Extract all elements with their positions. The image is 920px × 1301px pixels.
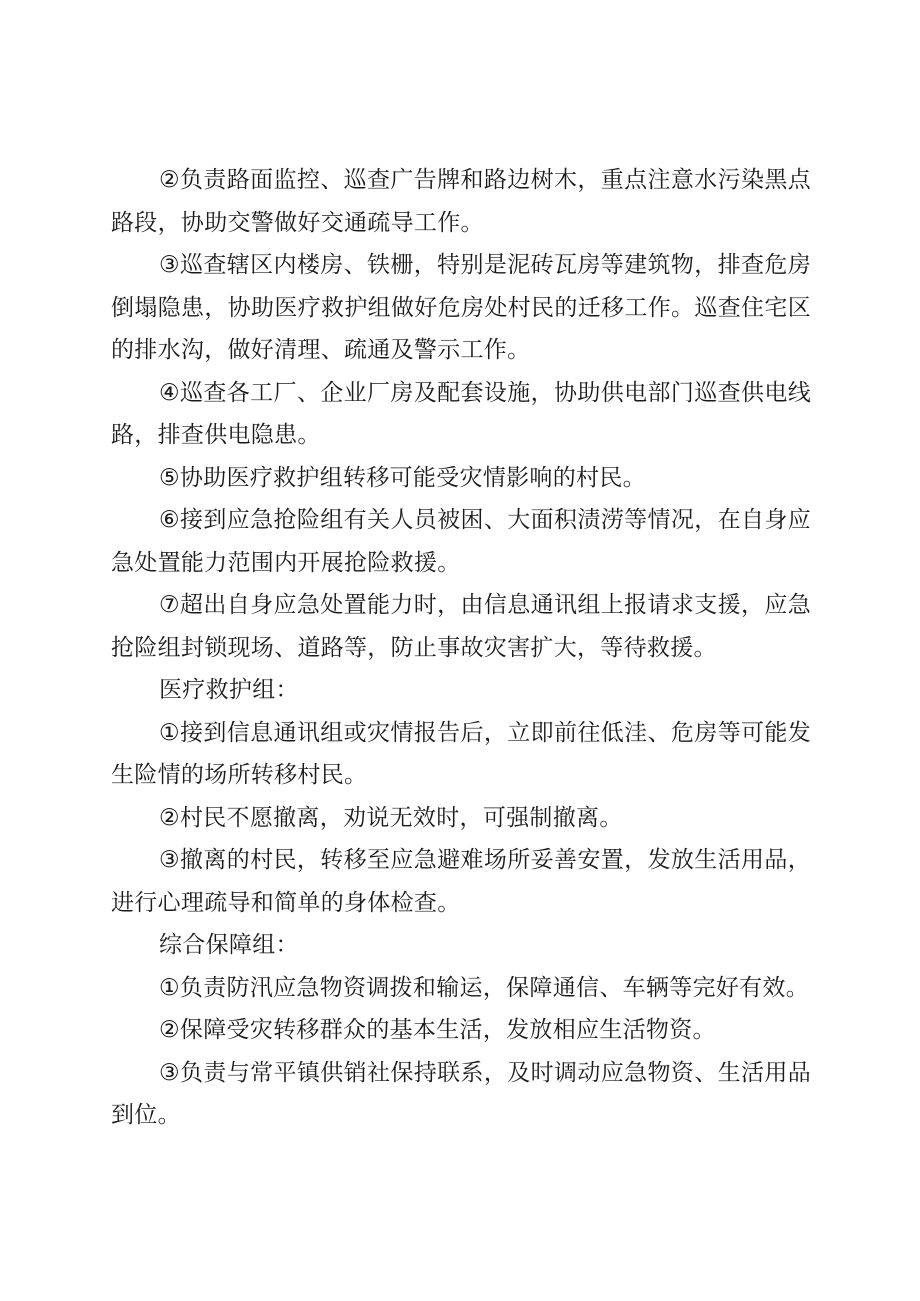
paragraph: ③巡查辖区内楼房、铁栅，特别是泥砖瓦房等建筑物，排查危房倒塌隐患，协助医疗救护组做好危房处村民的迁移工作。巡查住宅区的排水沟，做好清理、疏通及警示工作。 [111, 252, 811, 363]
section-heading-medical: 医疗救护组： [159, 677, 299, 703]
paragraph: ①负责防汛应急物资调拨和输运，保障通信、车辆等完好有效。 [159, 974, 810, 1001]
section-heading-logistics: 综合保障组： [159, 932, 299, 958]
paragraph: ②负责路面监控、巡查广告牌和路边树木，重点注意水污染黑点路段，协助交警做好交通疏导工作。 [111, 167, 811, 236]
document-body [111, 159, 811, 1137]
paragraph: ③撤离的村民，转移至应急避难场所妥善安置，发放生活用品，进行心理疏导和简单的身体检查。 [111, 847, 811, 916]
paragraph: ③负责与常平镇供销社保持联系，及时调动应急物资、生活用品到位。 [111, 1059, 811, 1128]
paragraph: ⑦超出自身应急处置能力时，由信息通讯组上报请求支援，应急抢险组封锁现场、道路等，防止事故灾害扩大，等待救援。 [111, 592, 811, 661]
paragraph: ⑤协助医疗救护组转移可能受灾情影响的村民。 [159, 464, 646, 491]
paragraph: ①接到信息通讯组或灾情报告后，立即前往低洼、危房等可能发生险情的场所转移村民。 [111, 719, 811, 788]
paragraph: ④巡查各工厂、企业厂房及配套设施，协助供电部门巡查供电线路，排查供电隐患。 [111, 379, 811, 448]
paragraph: ②保障受灾转移群众的基本生活，发放相应生活物资。 [159, 1017, 716, 1043]
paragraph: ⑥接到应急抢险组有关人员被困、大面积渍涝等情况，在自身应急处置能力范围内开展抢险救援。 [111, 507, 811, 576]
paragraph: ②村民不愿撤离，劝说无效时，可强制撤离。 [159, 804, 623, 831]
